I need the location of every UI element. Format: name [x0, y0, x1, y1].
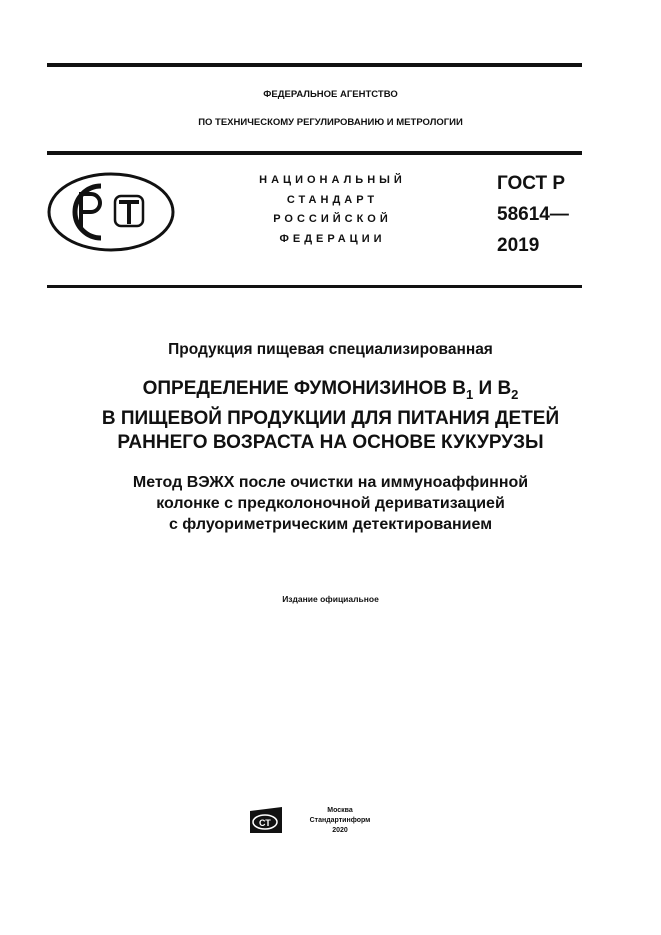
standard-code [497, 168, 569, 261]
publisher-city: Москва [327, 807, 353, 814]
nat-line: РОССИЙСКОЙ [273, 213, 392, 225]
mid-rule [47, 285, 582, 288]
nat-line: НАЦИОНАЛЬНЫЙ [259, 174, 406, 186]
t: И В [473, 378, 512, 399]
nat-line: СТАНДАРТ [286, 193, 379, 206]
agency-line1: ФЕДЕРАЛЬНОЕ АГЕНТСТВО [263, 89, 398, 100]
main-title-line1 [0, 377, 661, 407]
main-title-line3: РАННЕГО ВОЗРАСТА НА ОСНОВЕ КУКУРУЗЫ [117, 431, 544, 453]
main-title [0, 377, 661, 455]
edition-label: Издание официальное [282, 594, 379, 604]
publisher-name: Стандартинформ [309, 817, 371, 824]
code-line: 58614— [497, 204, 569, 225]
t: 2 [511, 386, 519, 402]
t: ОПРЕДЕЛЕНИЕ ФУМОНИЗИНОВ В [142, 378, 466, 399]
code-line: 2019 [497, 235, 540, 256]
publisher-logo-icon [248, 805, 288, 835]
national-standard-label [230, 171, 435, 249]
svg-text:СТ: СТ [259, 818, 271, 828]
main-title-line2: В ПИЩЕВОЙ ПРОДУКЦИИ ДЛЯ ПИТАНИЯ ДЕТЕЙ [101, 407, 560, 429]
code-line: ГОСТ Р [497, 173, 566, 194]
publisher-year: 2020 [332, 827, 348, 834]
agency-line2: ПО ТЕХНИЧЕСКОМУ РЕГУЛИРОВАНИЮ И МЕТРОЛОГИИ [198, 117, 463, 128]
header-rule [47, 151, 582, 155]
method-subtitle [0, 472, 661, 535]
rst-logo-icon [47, 172, 175, 252]
nat-line: ФЕДЕРАЦИИ [279, 232, 386, 245]
method-line: колонке с предколоночной дериватизацией [156, 495, 505, 512]
top-rule [47, 63, 582, 67]
method-line: Метод ВЭЖХ после очистки на иммуноаффинной [132, 474, 529, 491]
category-title: Продукция пищевая специализированная [168, 341, 493, 358]
method-line: с флуориметрическим детектированием [168, 516, 493, 533]
t: 1 [466, 386, 474, 402]
publisher-info [295, 806, 385, 836]
